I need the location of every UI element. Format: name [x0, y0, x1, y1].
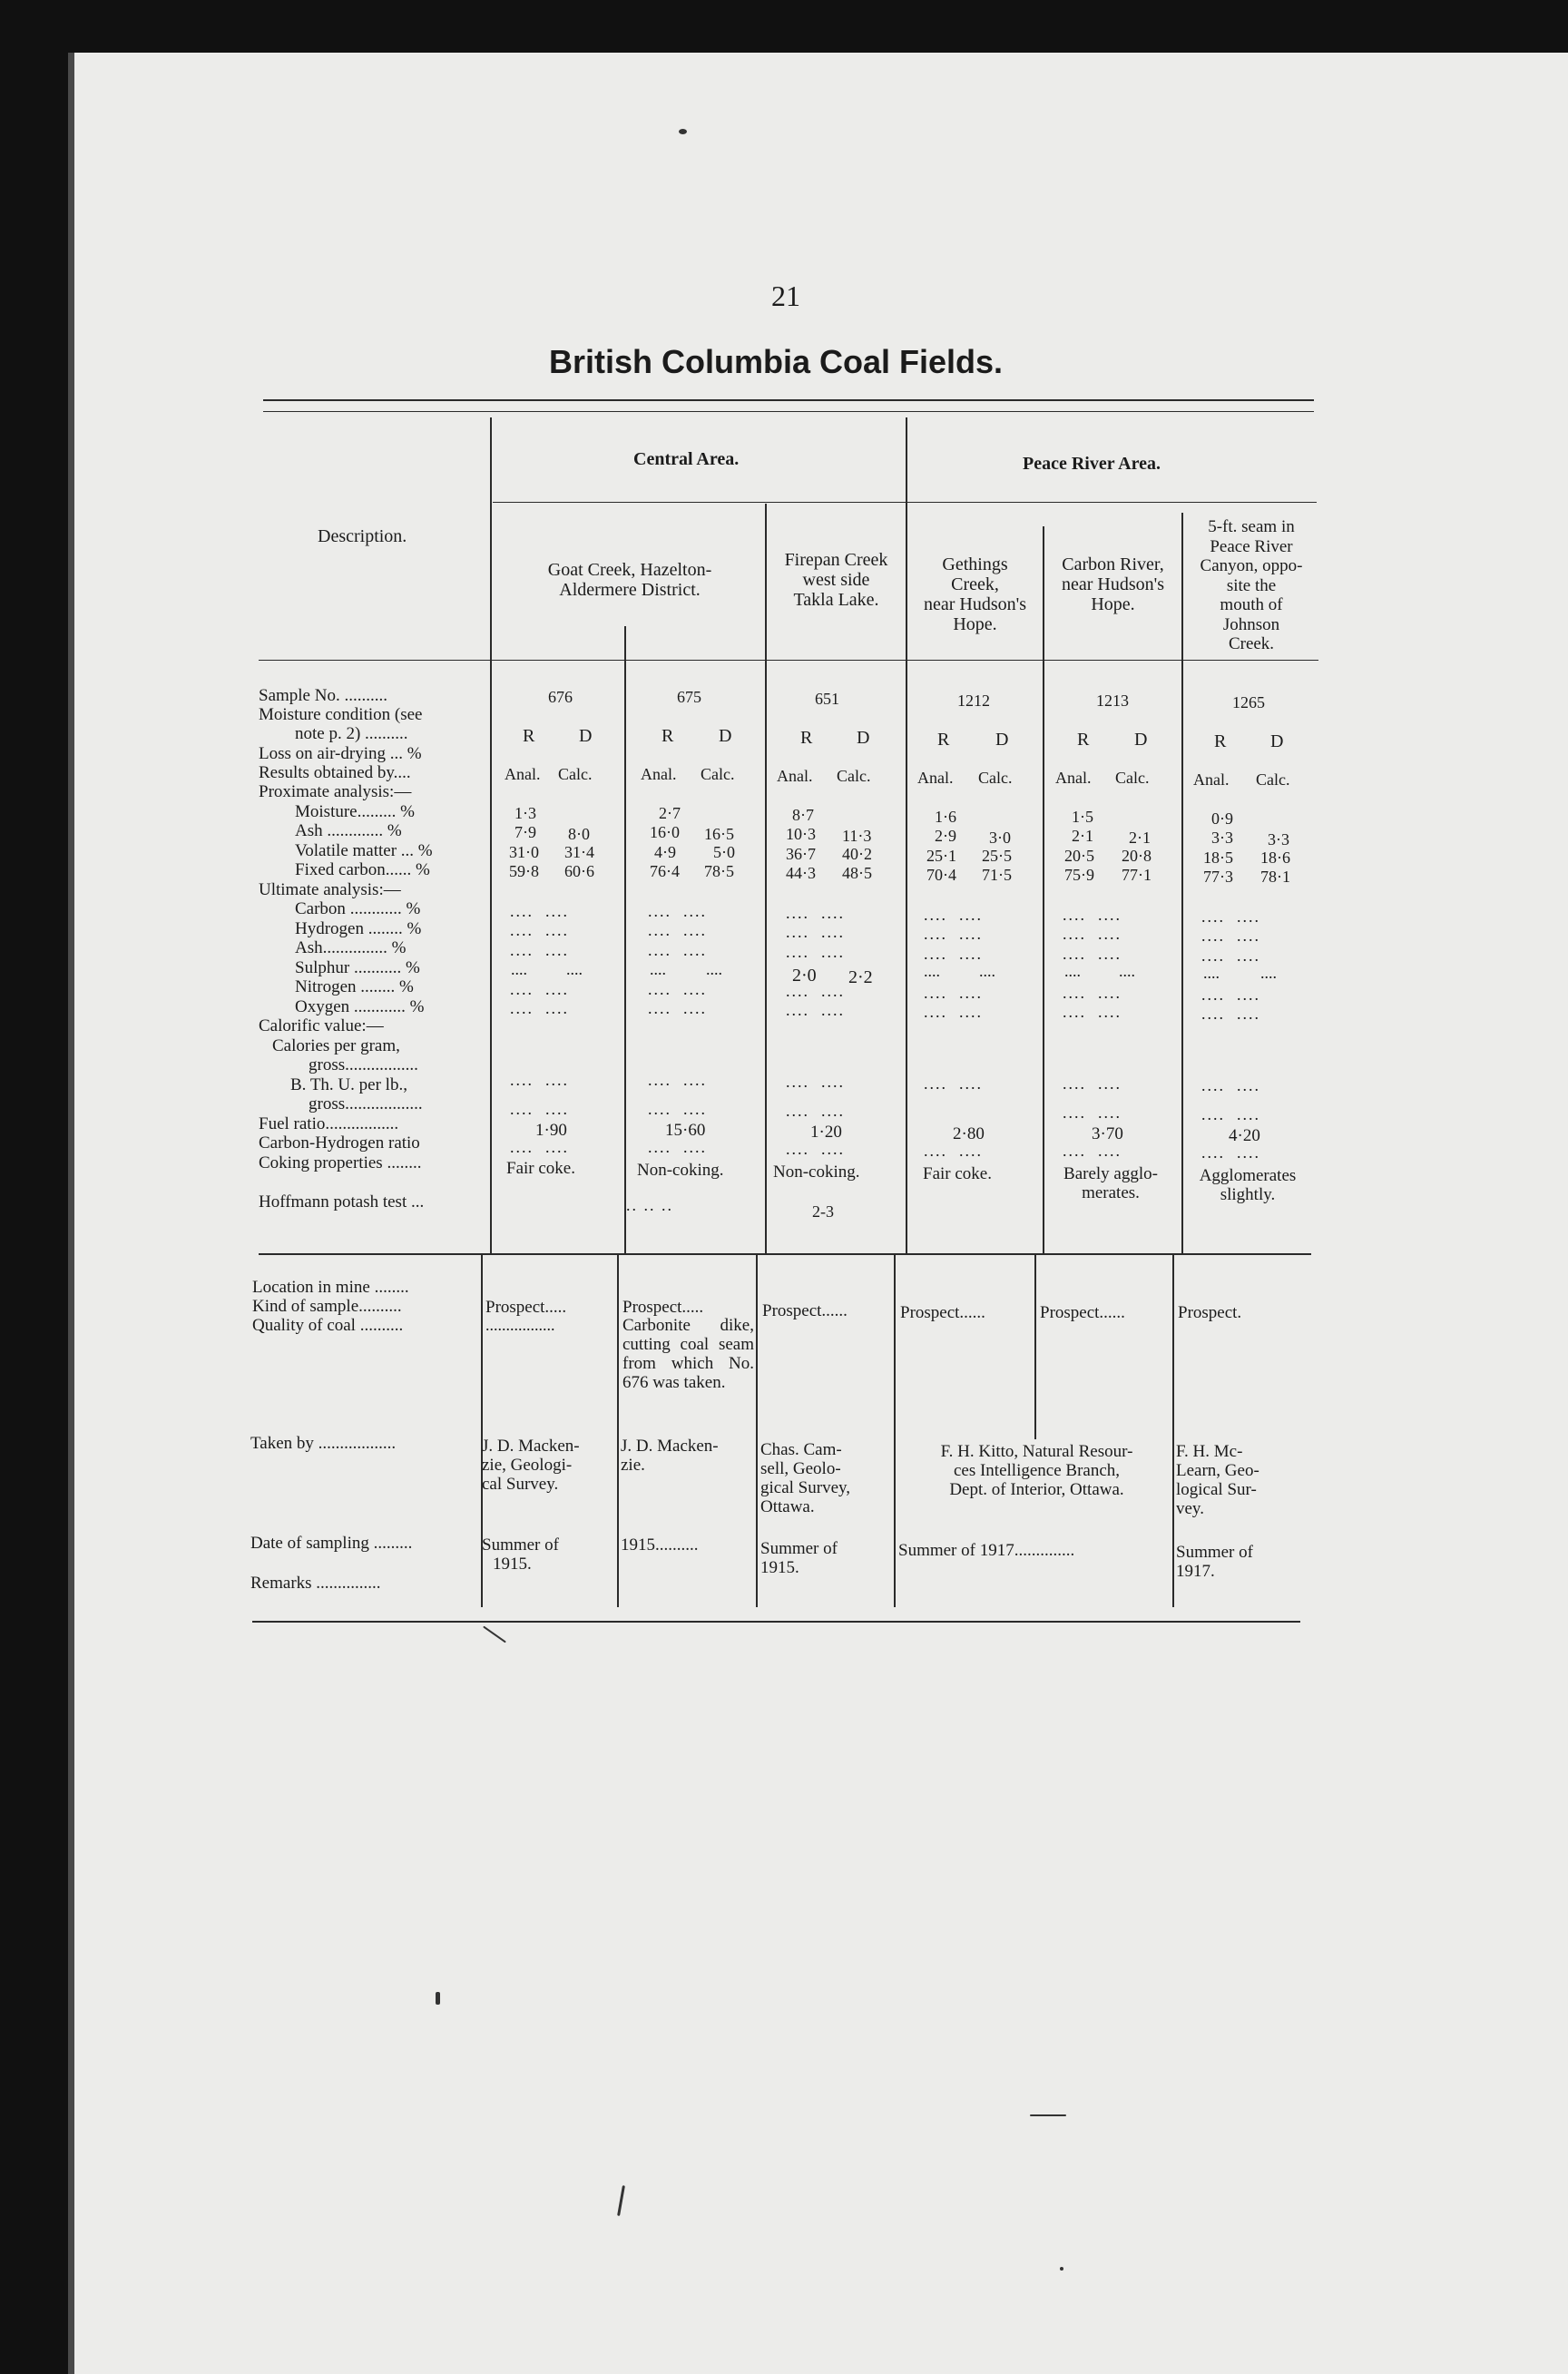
header-carbon-line: Carbon River,: [1062, 554, 1164, 574]
empty-cell-leaders: .... .... .... .... .... .... .... .... .... ....: [1201, 907, 1260, 1024]
header-seam-line: Canyon, oppo-: [1200, 556, 1303, 575]
header-seam: [1183, 517, 1319, 654]
rule-v-c23: [765, 504, 767, 1254]
page-spine-shadow: [68, 53, 74, 2374]
label-calories: Calories per gram,: [272, 1036, 400, 1055]
moisture-r: R: [937, 730, 950, 750]
label-btu-gross: gross..................: [309, 1094, 423, 1113]
volatile-r: 31·0: [509, 843, 539, 861]
date-line: 1915..........: [621, 1535, 699, 1555]
empty-cell-leaders: .... .... .... .... .... .... .... .... .... ....: [1063, 906, 1122, 1022]
empty-cell-leaders: .... ....: [924, 1142, 983, 1160]
ash-d: 2·1: [1129, 829, 1151, 847]
header-seam-line: mouth of: [1220, 595, 1283, 614]
header-carbon-line: Hope.: [1091, 594, 1135, 614]
fixed-d: 71·5: [982, 866, 1012, 884]
calc-label: Calc.: [701, 765, 735, 783]
anal-label: Anal.: [917, 769, 954, 787]
label-taken-by: Taken by ..................: [250, 1434, 397, 1453]
scan-speck: [1030, 2114, 1066, 2116]
hoffmann-test: .. .. ..: [626, 1196, 673, 1214]
taken-by-line: F. H. Kitto, Natural Resour-: [940, 1442, 1133, 1461]
volatile-d: 5·0: [713, 843, 735, 861]
ash-d: 11·3: [842, 827, 872, 845]
header-carbon-line: near Hudson's: [1061, 574, 1165, 594]
header-seam-line: Creek.: [1228, 634, 1275, 653]
label-sulphur: Sulphur ........... %: [295, 958, 420, 977]
ash-r: 2·9: [935, 827, 956, 845]
label-moisture-condition-2: note p. 2) ..........: [295, 724, 408, 743]
coking-properties: Non-coking.: [773, 1162, 860, 1182]
date-c45: [898, 1541, 1175, 1560]
header-gethings-line: Creek,: [951, 574, 999, 594]
sulphur-r: 2·0: [792, 966, 817, 986]
label-coking: Coking properties ........: [259, 1153, 422, 1172]
header-goat-line: Goat Creek, Hazelton-: [547, 560, 712, 580]
header-goat-line: Aldermere District.: [559, 580, 701, 600]
moisture-value: 1·5: [1072, 808, 1093, 826]
sample-no: 1213: [1096, 692, 1129, 710]
empty-cell-leaders: .... ....: [648, 1100, 707, 1118]
sulphur-d: ....: [706, 960, 722, 978]
fixed-d: 78·5: [704, 862, 734, 880]
moisture-d: D: [995, 730, 1009, 750]
date-c2: [621, 1535, 757, 1555]
rule-v-c45: [1043, 526, 1044, 1254]
sulphur-r: ....: [1203, 964, 1220, 982]
volatile-d: 20·8: [1122, 847, 1152, 865]
header-firepan-line: Firepan Creek: [784, 550, 888, 570]
anal-label: Anal.: [1055, 769, 1092, 787]
taken-by-line: vey.: [1176, 1499, 1204, 1518]
volatile-d: 18·6: [1260, 849, 1290, 867]
label-date: Date of sampling .........: [250, 1534, 413, 1553]
anal-label: Anal.: [641, 765, 677, 783]
header-seam-line: site the: [1226, 575, 1277, 595]
group-peace: Peace River Area.: [1023, 454, 1161, 474]
calc-label: Calc.: [837, 767, 871, 785]
ash-d: 3·3: [1268, 830, 1289, 849]
sulphur-d: 2·2: [848, 967, 873, 987]
taken-by-line: zie, Geologi-: [482, 1456, 573, 1475]
empty-cell-leaders: .... ....: [924, 1074, 983, 1093]
label-ash: Ash ............. %: [295, 821, 402, 840]
volatile-d: 40·2: [842, 845, 872, 863]
empty-cell-leaders: .... ....: [1063, 1074, 1122, 1093]
date-line: Summer of: [482, 1535, 559, 1555]
volatile-r: 25·1: [926, 847, 956, 865]
date-line: 1915.: [760, 1558, 799, 1577]
calc-label: Calc.: [978, 769, 1013, 787]
header-gethings: [907, 554, 1043, 634]
empty-cell-leaders: .... ....: [648, 1138, 707, 1156]
rule-v-lower-c45: [1034, 1253, 1036, 1439]
moisture-d: D: [857, 728, 870, 748]
taken-by-line: sell, Geolo-: [760, 1459, 841, 1478]
rule-v-desc: [490, 417, 492, 1254]
scan-speck: [1060, 2267, 1063, 2271]
header-gethings-line: near Hudson's: [923, 594, 1027, 614]
label-ash-ultimate: Ash............... %: [295, 938, 407, 957]
empty-cell-leaders: .... ....: [1201, 1076, 1260, 1094]
date-c3: [760, 1539, 897, 1577]
header-seam-line: Peace River: [1210, 536, 1293, 556]
date-line: Summer of: [1176, 1543, 1253, 1562]
header-seam-line: Johnson: [1222, 614, 1280, 634]
taken-by-line: J. D. Macken-: [482, 1437, 580, 1456]
taken-by-c3: [760, 1440, 897, 1516]
volatile-r: 20·5: [1064, 847, 1094, 865]
top-rule-2: [263, 411, 1314, 412]
description-header: Description.: [318, 526, 407, 546]
sample-no: 676: [548, 688, 573, 706]
date-line: Summer of: [760, 1539, 838, 1558]
group-central: Central Area.: [633, 449, 740, 469]
moisture-value: 1·6: [935, 808, 956, 826]
label-volatile: Volatile matter ... %: [295, 841, 433, 860]
quality-of-coal: Carbonite dike, cutting coal seam from which No. 676 was taken.: [622, 1316, 754, 1392]
label-moisture-condition: Moisture condition (see: [259, 705, 423, 724]
ash-d: 3·0: [989, 829, 1011, 847]
ash-r: 10·3: [786, 825, 816, 843]
volatile-d: 31·4: [564, 843, 594, 861]
fuel-ratio: 15·60: [665, 1121, 706, 1140]
empty-cell-leaders: .... .... .... .... .... .... .... .... .... ....: [510, 902, 569, 1018]
volatile-r: 18·5: [1203, 849, 1233, 867]
sample-no: 651: [815, 690, 839, 708]
calc-label: Calc.: [1256, 770, 1290, 789]
empty-cell-leaders: .... .... .... .... .... .... .... .... .... ....: [786, 904, 845, 1020]
group-underline: [493, 502, 1317, 503]
empty-cell-leaders: .... ....: [510, 1071, 569, 1089]
fixed-r: 77·3: [1203, 868, 1233, 886]
fuel-ratio: 1·20: [810, 1123, 842, 1142]
fixed-r: 75·9: [1064, 866, 1094, 884]
sulphur-r: ....: [650, 960, 666, 978]
sulphur-r: ....: [1064, 962, 1081, 980]
fixed-d: 78·1: [1260, 868, 1290, 886]
scan-speck: [436, 1992, 440, 2005]
volatile-r: 4·9: [654, 843, 676, 861]
label-nitrogen: Nitrogen ........ %: [295, 977, 414, 996]
label-location: Location in mine ........: [252, 1278, 409, 1297]
fixed-r: 59·8: [509, 862, 539, 880]
taken-by-line: J. D. Macken-: [621, 1437, 719, 1456]
empty-cell-leaders: .... .... .... .... .... .... .... .... .... ....: [648, 902, 707, 1018]
empty-cell-leaders: .... ....: [648, 1071, 707, 1089]
header-seam-line: 5-ft. seam in: [1208, 517, 1295, 536]
date-line: 1915.: [493, 1555, 532, 1574]
fuel-ratio: 4·20: [1229, 1126, 1260, 1145]
bottom-rule: [252, 1621, 1300, 1623]
header-firepan: [767, 550, 906, 610]
moisture-r: R: [800, 728, 813, 748]
moisture-r: R: [523, 726, 535, 746]
label-fuel-ratio: Fuel ratio.................: [259, 1114, 399, 1133]
header-gethings-line: Hope.: [953, 614, 997, 634]
taken-by-line: Chas. Cam-: [760, 1440, 842, 1459]
section-rule: [259, 1253, 1311, 1255]
kind-of-sample: Prospect......: [1040, 1303, 1125, 1322]
empty-cell-leaders: .... ....: [1201, 1105, 1260, 1123]
sample-no: 675: [677, 688, 701, 706]
rule-v-c12: [624, 626, 626, 1254]
coking-properties: Barely agglo- merates.: [1063, 1164, 1158, 1202]
sulphur-d: ....: [566, 960, 583, 978]
moisture-value: 2·7: [659, 804, 681, 822]
quality-of-coal: .................: [485, 1316, 555, 1334]
coking-properties: Fair coke.: [506, 1159, 575, 1178]
kind-of-sample: Prospect.....: [485, 1298, 567, 1317]
fixed-r: 70·4: [926, 866, 956, 884]
label-results: Results obtained by....: [259, 763, 411, 782]
empty-cell-leaders: .... ....: [1201, 1143, 1260, 1162]
ash-r: 2·1: [1072, 827, 1093, 845]
sample-no: 1265: [1232, 693, 1265, 711]
fixed-r: 76·4: [650, 862, 680, 880]
kind-of-sample: Prospect......: [762, 1301, 848, 1320]
label-ch-ratio: Carbon-Hydrogen ratio: [259, 1133, 420, 1153]
moisture-value: 1·3: [514, 804, 536, 822]
ash-r: 7·9: [514, 823, 536, 841]
label-hoffmann: Hoffmann potash test ...: [259, 1192, 425, 1212]
label-ultimate: Ultimate analysis:—: [259, 880, 401, 899]
empty-cell-leaders: .... .... .... .... .... .... .... .... .... ....: [924, 906, 983, 1022]
empty-cell-leaders: .... ....: [1063, 1142, 1122, 1160]
label-btu: B. Th. U. per lb.,: [290, 1075, 407, 1094]
empty-cell-leaders: .... ....: [510, 1100, 569, 1118]
sample-no: 1212: [957, 692, 990, 710]
label-proximate: Proximate analysis:—: [259, 782, 412, 801]
page-number: 21: [771, 280, 800, 312]
label-oxygen: Oxygen ............ %: [295, 997, 425, 1016]
moisture-d: D: [579, 726, 593, 746]
header-carbon: [1044, 554, 1181, 614]
fuel-ratio: 2·80: [953, 1124, 985, 1143]
empty-cell-leaders: .... ....: [786, 1102, 845, 1120]
date-c1: [482, 1535, 618, 1574]
moisture-d: D: [1270, 731, 1284, 751]
label-sample-no: Sample No. ..........: [259, 686, 387, 705]
empty-cell-leaders: .... ....: [786, 1073, 845, 1091]
taken-by-c6: [1176, 1442, 1314, 1518]
sulphur-d: ....: [979, 962, 995, 980]
taken-by-line: Learn, Geo-: [1176, 1461, 1259, 1480]
ash-d: 16·5: [704, 825, 734, 843]
header-firepan-line: Takla Lake.: [793, 590, 879, 610]
empty-cell-leaders: .... ....: [1063, 1104, 1122, 1122]
hoffmann-test: 2-3: [812, 1202, 834, 1221]
moisture-value: 8·7: [792, 806, 814, 824]
coking-properties: Fair coke.: [923, 1164, 992, 1183]
volatile-d: 25·5: [982, 847, 1012, 865]
volatile-r: 36·7: [786, 845, 816, 863]
moisture-d: D: [719, 726, 732, 746]
calc-label: Calc.: [558, 765, 593, 783]
taken-by-c1: [482, 1437, 618, 1494]
top-rule-1: [263, 399, 1314, 401]
ash-d: 8·0: [568, 825, 590, 843]
taken-by-c2: [621, 1437, 757, 1475]
ash-r: 3·3: [1211, 829, 1233, 847]
taken-by-line: F. H. Mc-: [1176, 1442, 1243, 1461]
taken-by-line: zie.: [621, 1456, 645, 1475]
moisture-value: 0·9: [1211, 809, 1233, 828]
fuel-ratio: 3·70: [1092, 1124, 1123, 1143]
anal-label: Anal.: [1193, 770, 1230, 789]
taken-by-line: gical Survey,: [760, 1478, 851, 1497]
label-moisture: Moisture......... %: [295, 802, 415, 821]
fixed-r: 44·3: [786, 864, 816, 882]
empty-cell-leaders: .... ....: [786, 1140, 845, 1158]
taken-by-line: Ottawa.: [760, 1497, 815, 1516]
page-title: British Columbia Coal Fields.: [549, 343, 1004, 380]
coking-properties: Non-coking.: [637, 1161, 724, 1180]
anal-label: Anal.: [505, 765, 541, 783]
coking-properties: Agglomerates slightly.: [1199, 1166, 1297, 1204]
label-loss: Loss on air-drying ... %: [259, 744, 422, 763]
fixed-d: 48·5: [842, 864, 872, 882]
header-gethings-line: Gethings: [942, 554, 1008, 574]
date-line: Summer of 1917..............: [898, 1541, 1075, 1560]
header-firepan-line: west side: [802, 570, 870, 590]
moisture-d: D: [1134, 730, 1148, 750]
date-line: 1917.: [1176, 1562, 1215, 1581]
label-hydrogen: Hydrogen ........ %: [295, 919, 422, 938]
moisture-r: R: [1077, 730, 1090, 750]
sulphur-d: ....: [1119, 962, 1135, 980]
fixed-d: 60·6: [564, 862, 594, 880]
sulphur-r: ....: [924, 962, 940, 980]
label-kind: Kind of sample..........: [252, 1297, 402, 1316]
label-quality: Quality of coal ..........: [252, 1316, 404, 1335]
taken-by-line: cal Survey.: [482, 1475, 559, 1494]
fuel-ratio: 1·90: [535, 1121, 567, 1140]
anal-label: Anal.: [777, 767, 813, 785]
taken-by-line: ces Intelligence Branch,: [953, 1461, 1121, 1480]
taken-by-line: Dept. of Interior, Ottawa.: [949, 1480, 1124, 1499]
date-c6: [1176, 1543, 1314, 1581]
kind-of-sample: Prospect.....: [622, 1298, 704, 1317]
scan-speck: [679, 129, 687, 134]
header-underline: [259, 660, 1318, 661]
taken-by-line: logical Sur-: [1176, 1480, 1257, 1499]
ash-r: 16·0: [650, 823, 680, 841]
calc-label: Calc.: [1115, 769, 1150, 787]
rule-v-central-peace: [906, 417, 907, 1254]
label-fixed: Fixed carbon...... %: [295, 860, 430, 879]
label-calories-gross: gross.................: [309, 1055, 418, 1074]
header-goat: [495, 560, 765, 600]
kind-of-sample: Prospect.: [1178, 1303, 1242, 1322]
label-calorific: Calorific value:—: [259, 1016, 384, 1035]
label-carbon: Carbon ............ %: [295, 899, 421, 918]
label-remarks: Remarks ...............: [250, 1574, 381, 1593]
taken-by-c45: [898, 1442, 1175, 1499]
empty-cell-leaders: .... ....: [510, 1138, 569, 1156]
sulphur-d: ....: [1260, 964, 1277, 982]
fixed-d: 77·1: [1122, 866, 1152, 884]
sulphur-r: ....: [511, 960, 527, 978]
moisture-r: R: [662, 726, 674, 746]
moisture-r: R: [1214, 731, 1227, 751]
kind-of-sample: Prospect......: [900, 1303, 985, 1322]
